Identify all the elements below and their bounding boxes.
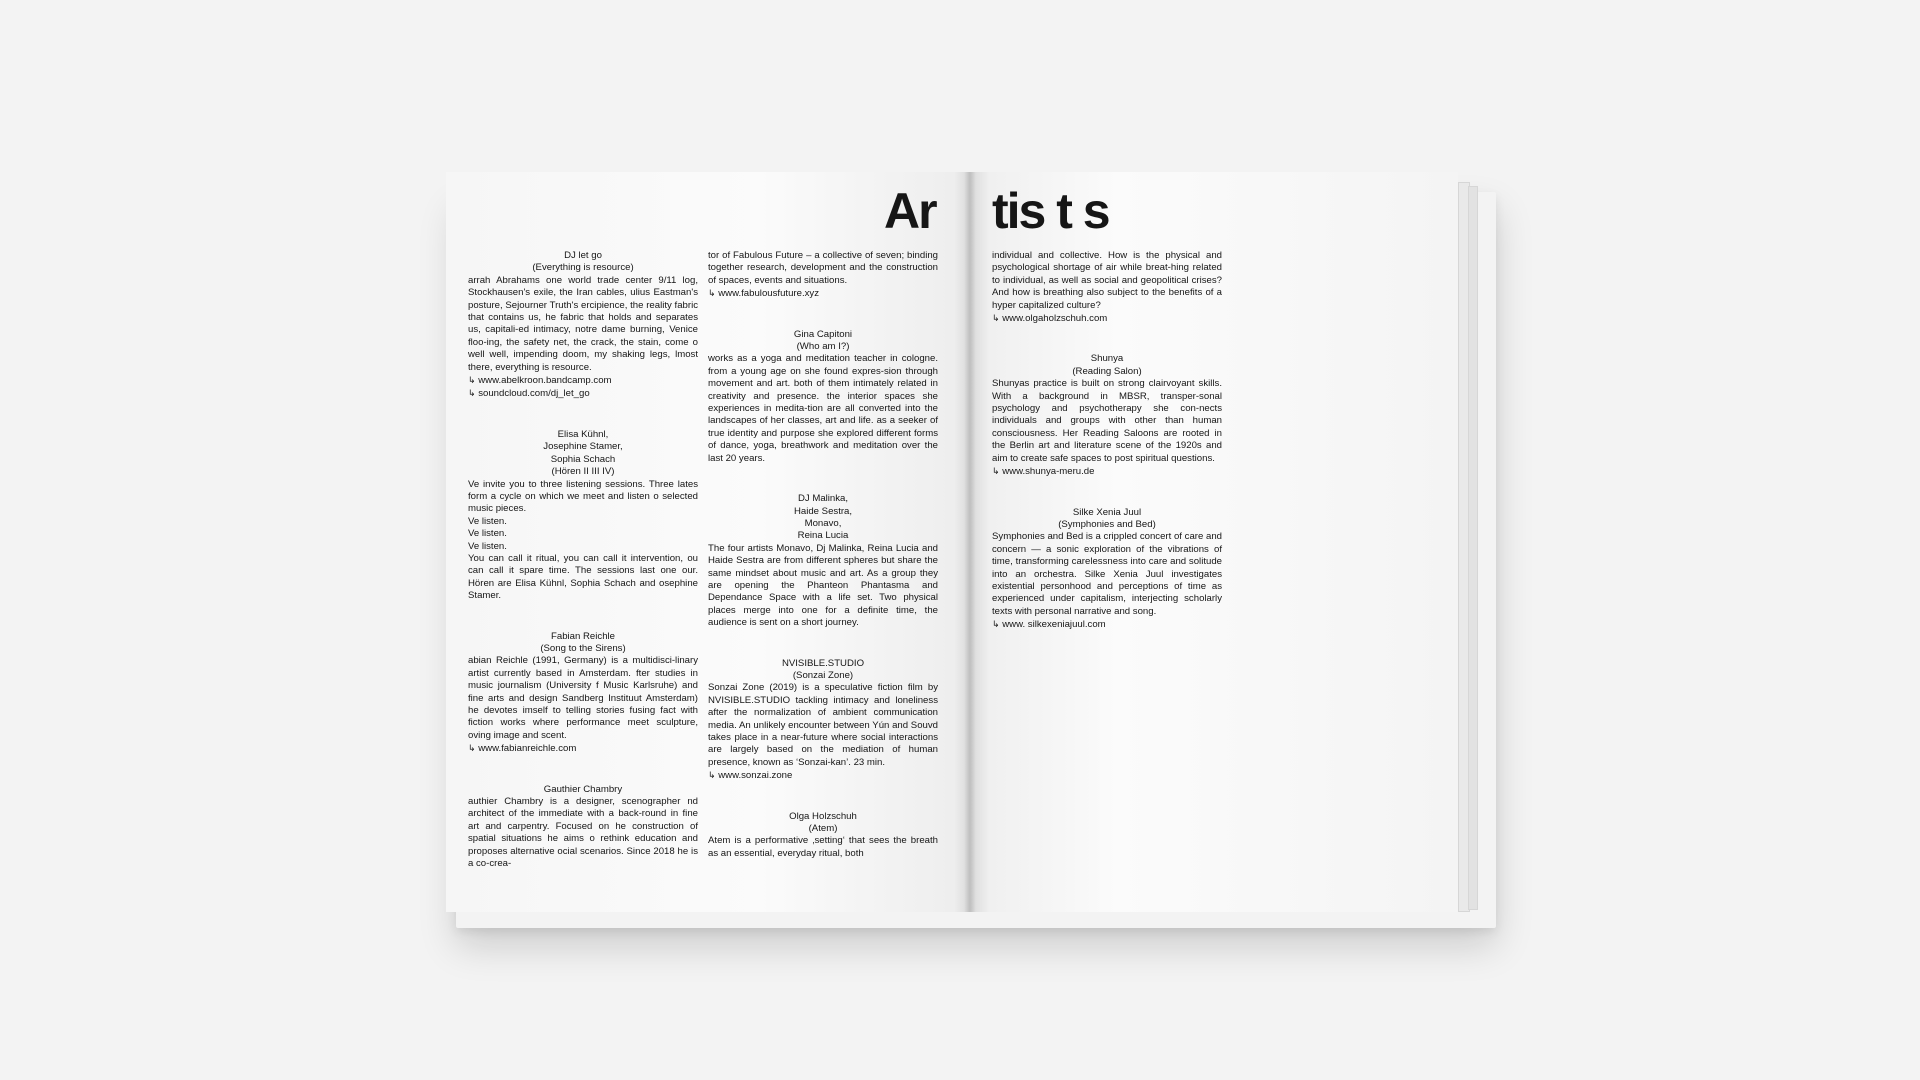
- artist-name: Fabian Reichle: [551, 630, 615, 642]
- work-title: (Hören II III IV): [551, 466, 615, 478]
- title-right-part: tis t s: [992, 183, 1109, 239]
- arrow-icon: ↳: [468, 388, 476, 399]
- artist-link: [468, 742, 698, 755]
- title-left-part: Ar: [884, 183, 936, 239]
- artist-description: arrah Abrahams one world trade center 9/11 log, Stockhausen's exile, the Iran cables, ulius Eastman's posture, Sejourner Truth's ercipience, the reality fabric that contains us, he fabric that holds and separates us, capitali-ed intimacy, notre dame burning, Venice floo-ing, the safety net, the crack, the stain, come o well well, impending doom, my shaking legs, lmost there, everything is resource.: [468, 274, 698, 373]
- artist-link: [468, 374, 698, 387]
- artist-website-link[interactable]: www.shunya-meru.de: [1002, 466, 1095, 478]
- arrow-icon: ↳: [992, 619, 1000, 630]
- page-stack-edge-back: [1468, 186, 1478, 910]
- artist-description: abian Reichle (1991, Germany) is a multidisci-linary artist currently based in Amsterdam. fter studies in music journalism (University f Music Karlsruhe) and fine arts and design Sandberg Instituut Amsterdam) he devotes imself to telling stories fusing fact with fiction works where performance meet sculpture, oving image and scent.: [468, 655, 698, 741]
- left-page: [446, 172, 970, 912]
- artist-description: works as a yoga and meditation teacher in cologne. from a young age on she found expres-sion through movement and art. both of them intimately related in creativity and presence. the interior spaces she experiences in medita-tion are all converted into the landscapes of her classes, art and life. as a seeker of true identity and purpose she explored different forms of dance, yoga, breathwork and meditation over the last 20 years.: [708, 353, 938, 464]
- spine-fold: [964, 172, 976, 912]
- artist-name: Silke Xenia Juul: [1072, 506, 1142, 518]
- artist-entry: [992, 507, 1222, 632]
- artist-name: Shunya: [1090, 353, 1124, 365]
- artist-description: Symphonies and Bed is a crippled concert of care and concern — a sonic exploration of the vibrations of time, transforming carelessness into care and solitude into an orchestra. Silke Xenia Juul investigates existential personhood and perceptions of time as experienced under capitalism, interjecting scholarly texts with personal narrative and song.: [992, 531, 1222, 617]
- artist-website-link[interactable]: www.fabulousfuture.xyz: [718, 288, 819, 300]
- artist-name: Gina Capitoni: [793, 328, 853, 340]
- artist-link: [708, 769, 938, 782]
- artist-entry: [468, 784, 698, 871]
- right-page: [970, 172, 1458, 912]
- artist-description: individual and collective. How is the physical and psychological shortage of air while breat-hing related to individual, as well as social and geopolitical crises? And how is breathing also subject to the benefits of a hyper capitalized culture?: [992, 250, 1222, 311]
- artist-link: [992, 465, 1222, 478]
- artist-website-link[interactable]: soundcloud.com/dj_let_go: [478, 388, 590, 400]
- work-title: (Everything is resource): [532, 262, 634, 274]
- artist-description: The four artists Monavo, Dj Malinka, Reina Lucia and Haide Sestra are from different spheres but share the same mindset about music and art. As a group they are opening the Phanteon Phantasma and Dependance Space with a life set. Two physical places merge into one for a definite time, the audience is sent on a short journey.: [708, 542, 938, 629]
- artist-entry: [708, 658, 938, 783]
- artist-link: [992, 312, 1222, 325]
- left-page-column-2: [708, 250, 938, 888]
- arrow-icon: ↳: [992, 313, 1000, 324]
- artist-website-link[interactable]: www.fabianreichle.com: [478, 743, 577, 755]
- work-title: (Who am I?): [796, 341, 850, 353]
- work-title: (Symphonies and Bed): [1058, 518, 1156, 530]
- artist-description: Sonzai Zone (2019) is a speculative fiction film by NVISIBLE.STUDIO tackling intimacy and loneliness after the normalization of ambient communication media. An unlikely encounter between Yún and Souvd takes place in a near-future where social interactions are largely based on the mediation of human presence, known as ‘Sonzai-kan’. 23 min.: [708, 682, 938, 768]
- artist-link: [708, 287, 938, 300]
- arrow-icon: ↳: [992, 466, 1000, 477]
- artist-name: NVISIBLE.STUDIO: [781, 657, 865, 669]
- artist-entry: [708, 811, 938, 861]
- artist-entry: [468, 429, 698, 603]
- artist-website-link[interactable]: www.sonzai.zone: [718, 770, 793, 782]
- artist-description: tor of Fabulous Future – a collective of seven; binding together research, development and the construction of spaces, events and situations.: [708, 250, 938, 286]
- arrow-icon: ↳: [708, 288, 716, 299]
- artist-entry: [992, 250, 1222, 325]
- artist-name: Olga Holzschuh: [789, 810, 857, 822]
- right-page-column-1: [992, 250, 1222, 660]
- artist-name: Gauthier Chambry: [543, 783, 623, 795]
- artist-entry: [468, 250, 698, 401]
- artist-entry: [708, 329, 938, 465]
- artist-description: authier Chambry is a designer, scenographer nd architect of the immediate with a back-round in fine art and carpentry. Focused on he construction of spatial situations he aims o rethink education and proposes alternative ocial scenarios. Since 2018 he is a co-crea-: [468, 796, 698, 870]
- artist-entry: [708, 250, 938, 301]
- artist-name: DJ Malinka, Haide Sestra, Monavo, Reina Lucia: [793, 493, 853, 542]
- work-title: (Atem): [808, 823, 838, 835]
- left-page-column-1: [468, 250, 698, 898]
- artist-entry: [468, 631, 698, 756]
- artist-entry: [992, 353, 1222, 478]
- artist-entry: [708, 493, 938, 629]
- magazine-spread: [446, 172, 1494, 916]
- artist-link: [468, 387, 698, 400]
- arrow-icon: ↳: [468, 743, 476, 754]
- artist-website-link[interactable]: www.olgaholzschuh.com: [1002, 313, 1108, 325]
- work-title: (Reading Salon): [1072, 365, 1142, 377]
- arrow-icon: ↳: [468, 375, 476, 386]
- artist-name: DJ let go: [564, 250, 602, 261]
- artist-description: Shunyas practice is built on strong clairvoyant skills. With a background in MBSR, transper-sonal psychology and psychotherapy she con-nects individuals and groups with other than human consciousness. Her Reading Saloons are rooted in the Berlin art and literature scene of the 1920s and aim to create safe spaces to post spiritual questions.: [992, 378, 1222, 464]
- arrow-icon: ↳: [708, 770, 716, 781]
- artist-website-link[interactable]: www. silkexeniajuul.com: [1002, 619, 1106, 631]
- artist-description: Atem is a performative ‚setting‘ that sees the breath as an essential, everyday ritual, both: [708, 835, 938, 859]
- artist-name: Elisa Kühnl, Josephine Stamer, Sophia Schach: [543, 428, 623, 465]
- artist-link: [992, 618, 1222, 631]
- work-title: (Sonzai Zone): [792, 669, 854, 681]
- work-title: (Song to the Sirens): [540, 642, 626, 654]
- artist-description: Ve invite you to three listening sessions. Three lates form a cycle on which we meet and listen o selected music pieces. Ve listen. Ve listen. Ve listen. You can call it ritual, you can call it intervention, ou can call it spare time. The sessions last one our. Hören are Elisa Kühnl, Sophia Schach and osephine Stamer.: [468, 478, 698, 602]
- artist-website-link[interactable]: www.abelkroon.bandcamp.com: [478, 375, 612, 387]
